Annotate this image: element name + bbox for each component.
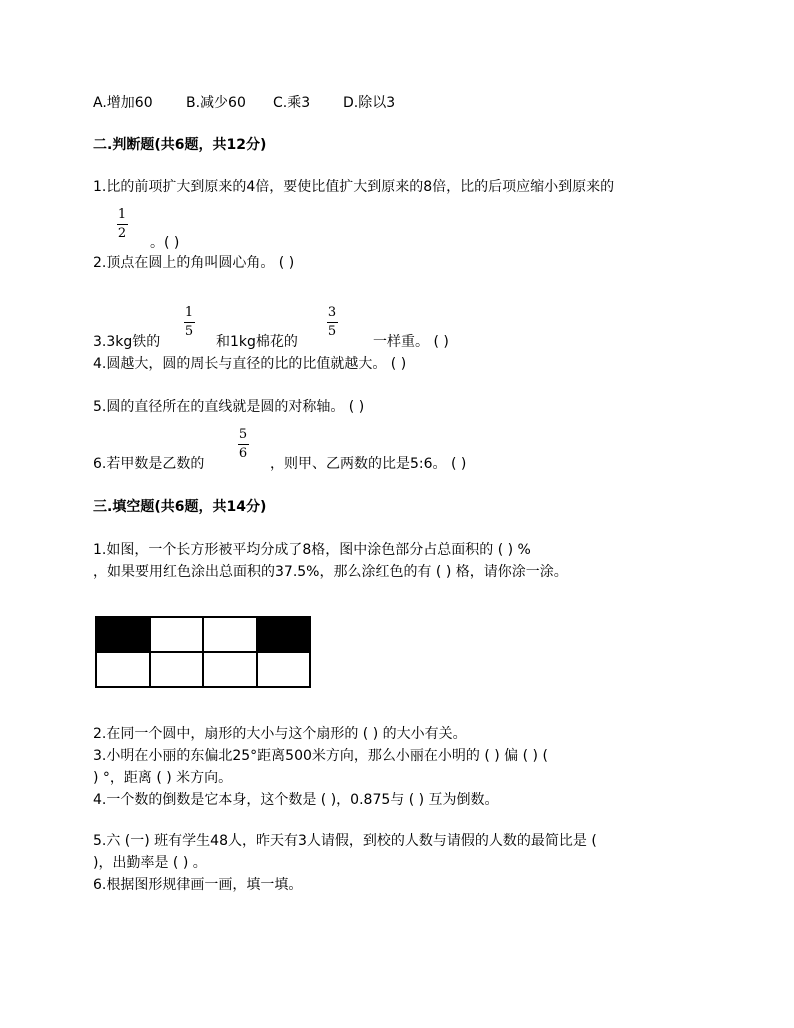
fraction-bar — [327, 322, 338, 323]
judgement-q3-fraction-2 — [325, 306, 339, 339]
judgement-q3-part1: 3.3kg铁的 — [93, 334, 161, 350]
grid-cell-empty — [150, 617, 204, 652]
fill-q3-line2: ) °，距离 ( ) 米方向。 — [93, 770, 233, 786]
fill-q1-line1: 1.如图，一个长方形被平均分成了8格，图中涂色部分占总面积的 ( ) % — [93, 542, 531, 558]
fraction-numerator: 1 — [117, 207, 127, 222]
grid-cell-shaded — [96, 617, 150, 652]
fraction-denominator: 2 — [117, 226, 127, 241]
fraction-denominator: 5 — [327, 324, 337, 339]
fill-q1-line2: ，如果要用红色涂出总面积的37.5%，那么涂红色的有 ( ) 格，请你涂一涂。 — [93, 564, 568, 580]
judgement-q3-part3: 一样重。 ( ) — [373, 334, 449, 350]
option-b: B.减少60 — [186, 95, 246, 111]
grid-cell-empty — [257, 652, 311, 687]
option-c: C.乘3 — [273, 95, 311, 111]
fill-q2: 2.在同一个圆中，扇形的大小与这个扇形的 ( ) 的大小有关。 — [93, 726, 467, 742]
judgement-q1-text: 1.比的前项扩大到原来的4倍，要使比值扩大到原来的8倍，比的后项应缩小到原来的 — [93, 179, 615, 195]
judgement-q3-fraction-1 — [182, 306, 196, 339]
section-heading-judgement: 二.判断题(共6题，共12分) — [93, 137, 267, 153]
fill-q3-line1: 3.小明在小丽的东偏北25°距离500米方向，那么小丽在小明的 ( ) 偏 ( ) ( — [93, 748, 548, 764]
section-heading-fill-blank: 三.填空题(共6题，共14分) — [93, 499, 267, 515]
fraction-numerator: 1 — [184, 305, 194, 320]
fraction-denominator: 5 — [184, 324, 194, 339]
fill-q5-line2: )，出勤率是 ( ) 。 — [93, 855, 207, 871]
judgement-q4: 4.圆越大，圆的周长与直径的比的比值就越大。 ( ) — [93, 356, 407, 372]
grid-cell-shaded — [257, 617, 311, 652]
judgement-q1-answer: 。( ) — [150, 235, 180, 251]
fraction-denominator: 6 — [238, 446, 248, 461]
judgement-q6-part2: ，则甲、乙两数的比是5:6。 ( ) — [270, 456, 467, 472]
option-d: D.除以3 — [343, 95, 396, 111]
grid-cell-empty — [96, 652, 150, 687]
fill-q4: 4.一个数的倒数是它本身，这个数是 ( )，0.875与 ( ) 互为倒数。 — [93, 792, 499, 808]
fraction-numerator: 3 — [327, 305, 337, 320]
rectangle-grid — [95, 616, 311, 688]
judgement-q3-part2: 和1kg棉花的 — [216, 334, 298, 350]
fill-q6: 6.根据图形规律画一画，填一填。 — [93, 877, 303, 893]
judgement-q1-fraction — [115, 208, 129, 241]
judgement-q6-part1: 6.若甲数是乙数的 — [93, 456, 205, 472]
fraction-bar — [238, 444, 249, 445]
fraction-bar — [117, 224, 128, 225]
fill-q5-line1: 5.六 (一) 班有学生48人，昨天有3人请假，到校的人数与请假的人数的最简比是 ( — [93, 833, 597, 849]
judgement-q5: 5.圆的直径所在的直线就是圆的对称轴。 ( ) — [93, 399, 365, 415]
fraction-bar — [184, 322, 195, 323]
fraction-numerator: 5 — [238, 427, 248, 442]
grid-cell-empty — [203, 617, 257, 652]
judgement-q2: 2.顶点在圆上的角叫圆心角。 ( ) — [93, 255, 295, 271]
option-a: A.增加60 — [93, 95, 153, 111]
grid-cell-empty — [203, 652, 257, 687]
judgement-q6-fraction — [236, 428, 250, 461]
grid-cell-empty — [150, 652, 204, 687]
